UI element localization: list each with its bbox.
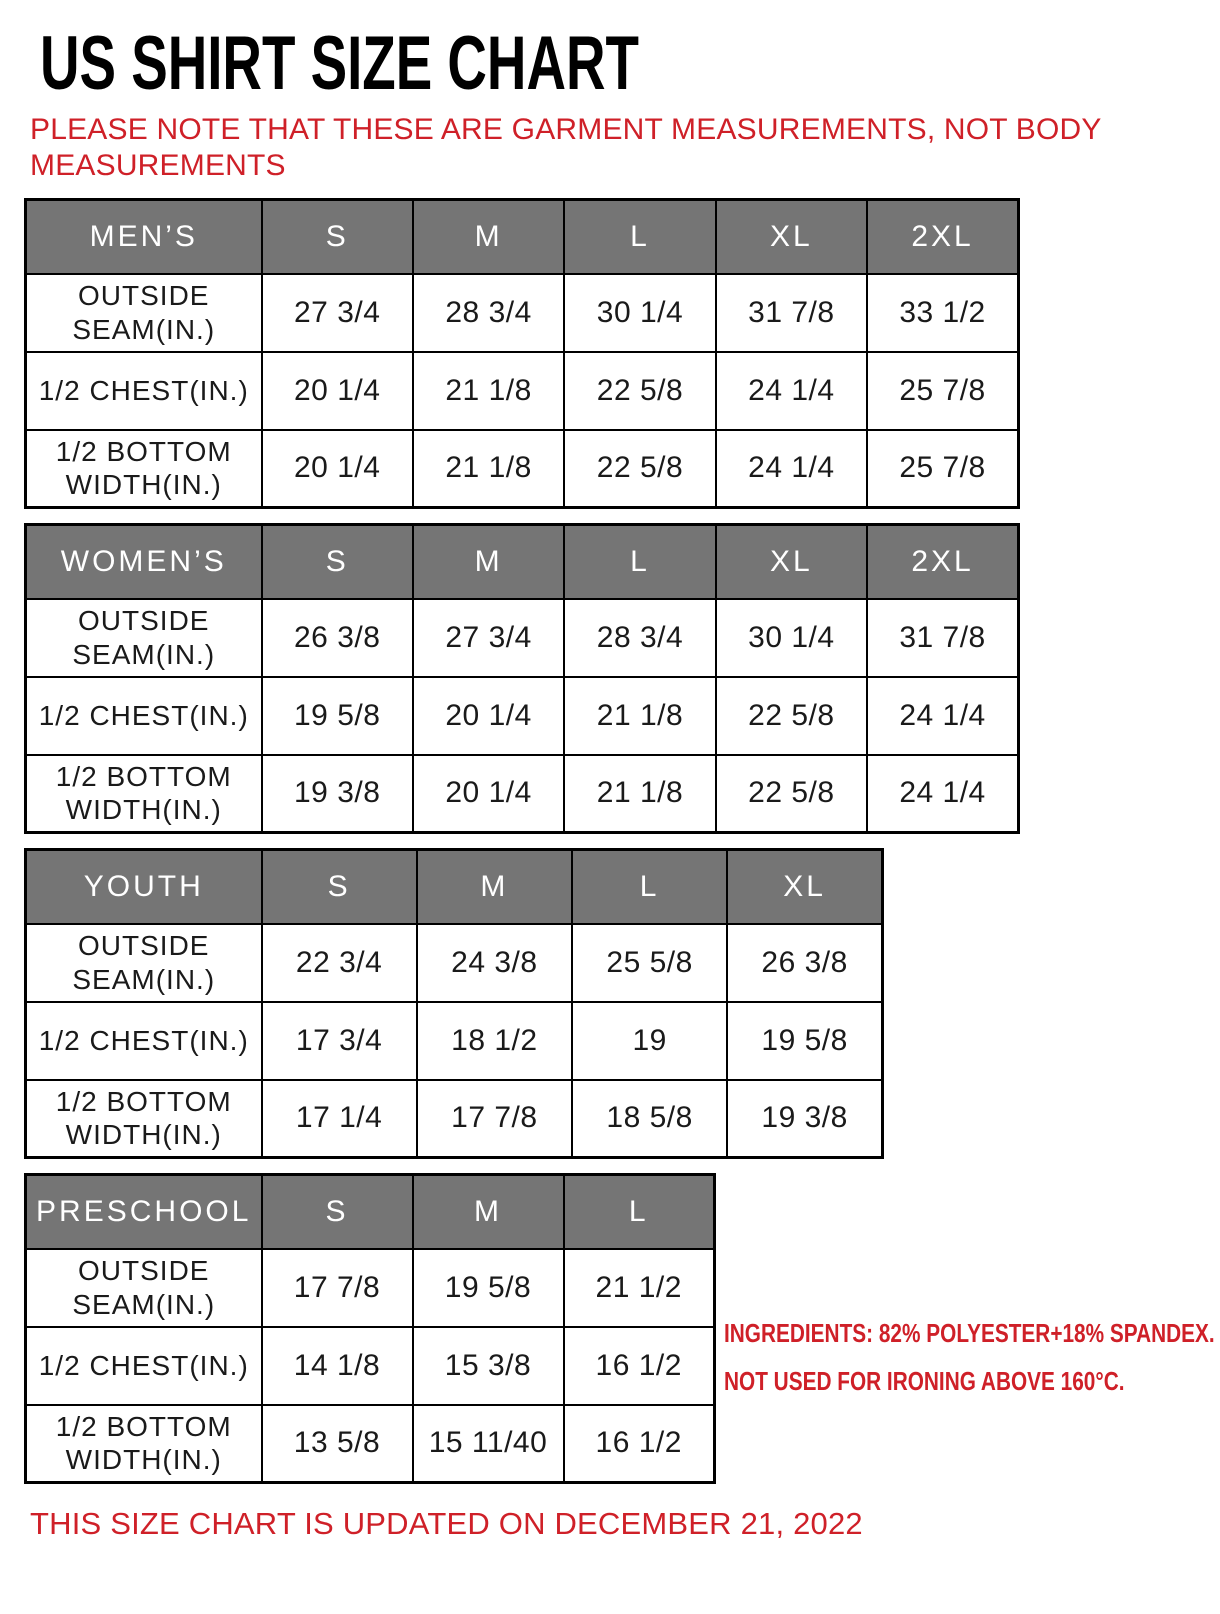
size-header-cell: S (262, 1175, 413, 1249)
row-label-cell: OUTSIDE SEAM(IN.) (26, 1249, 262, 1327)
value-cell: 17 7/8 (417, 1080, 572, 1158)
row-label-cell: 1/2 CHEST(IN.) (26, 677, 262, 755)
value-cell: 16 1/2 (564, 1327, 715, 1405)
measurement-row (26, 274, 1019, 352)
garment-measurement-note (30, 112, 1220, 184)
value-cell: 25 7/8 (867, 352, 1018, 430)
row-label-cell: 1/2 CHEST(IN.) (26, 1002, 262, 1080)
measurement-row (26, 677, 1019, 755)
size-header-cell: XL (727, 850, 882, 924)
size-header-cell: S (262, 200, 413, 274)
ingredients-line2: NOT USED FOR IRONING ABOVE 160°C. (724, 1366, 1125, 1396)
ingredients-line1: INGREDIENTS: 82% POLYESTER+18% SPANDEX. (724, 1318, 1215, 1348)
value-cell: 25 5/8 (572, 924, 727, 1002)
row-label-cell: 1/2 CHEST(IN.) (26, 1327, 262, 1405)
size-table-youth (24, 848, 884, 1159)
value-cell: 24 1/4 (716, 352, 867, 430)
value-cell: 30 1/4 (564, 274, 715, 352)
ingredients-note (724, 1309, 1215, 1405)
row-label-cell: 1/2 BOTTOM WIDTH(IN.) (26, 430, 262, 508)
value-cell: 27 3/4 (262, 274, 413, 352)
value-cell: 28 3/4 (564, 599, 715, 677)
value-cell: 19 5/8 (413, 1249, 564, 1327)
row-label-cell: 1/2 BOTTOM WIDTH(IN.) (26, 755, 262, 833)
size-header-cell: S (262, 525, 413, 599)
size-table-mens (24, 198, 1020, 509)
measurement-row (26, 430, 1019, 508)
value-cell: 17 1/4 (262, 1080, 417, 1158)
size-header-cell: M (417, 850, 572, 924)
value-cell: 24 1/4 (867, 677, 1018, 755)
value-cell: 31 7/8 (716, 274, 867, 352)
value-cell: 21 1/8 (564, 677, 715, 755)
measurement-row (26, 599, 1019, 677)
size-header-row (26, 850, 883, 924)
size-header-cell: L (564, 1175, 715, 1249)
value-cell: 26 3/8 (262, 599, 413, 677)
value-cell: 22 3/4 (262, 924, 417, 1002)
measurement-row (26, 352, 1019, 430)
value-cell: 13 5/8 (262, 1405, 413, 1483)
size-header-cell: L (572, 850, 727, 924)
size-header-cell: 2XL (867, 200, 1018, 274)
value-cell: 16 1/2 (564, 1405, 715, 1483)
measurement-row (26, 1405, 715, 1483)
updated-date-note: THIS SIZE CHART IS UPDATED ON DECEMBER 21, 2022 (30, 1506, 863, 1541)
page-title: US SHIRT SIZE CHART (40, 21, 639, 106)
row-label-cell: OUTSIDE SEAM(IN.) (26, 599, 262, 677)
size-table-preschool (24, 1173, 716, 1484)
value-cell: 15 3/8 (413, 1327, 564, 1405)
measurement-row (26, 1080, 883, 1158)
value-cell: 30 1/4 (716, 599, 867, 677)
size-header-cell: XL (716, 525, 867, 599)
row-label-cell: OUTSIDE SEAM(IN.) (26, 924, 262, 1002)
garment-measurement-note-line1: PLEASE NOTE THAT THESE ARE GARMENT MEASUREMENTS, NOT BODY (30, 113, 1102, 146)
value-cell: 19 (572, 1002, 727, 1080)
row-label-cell: 1/2 BOTTOM WIDTH(IN.) (26, 1080, 262, 1158)
value-cell: 21 1/8 (413, 430, 564, 508)
preschool-section (0, 1159, 1220, 1484)
size-header-row (26, 1175, 715, 1249)
value-cell: 17 7/8 (262, 1249, 413, 1327)
value-cell: 21 1/8 (564, 755, 715, 833)
value-cell: 22 5/8 (564, 430, 715, 508)
size-header-cell: L (564, 525, 715, 599)
value-cell: 21 1/8 (413, 352, 564, 430)
value-cell: 24 1/4 (867, 755, 1018, 833)
size-header-row (26, 525, 1019, 599)
group-header-cell: YOUTH (26, 850, 262, 924)
measurement-row (26, 1002, 883, 1080)
value-cell: 17 3/4 (262, 1002, 417, 1080)
group-header-cell: MEN’S (26, 200, 262, 274)
size-header-cell: S (262, 850, 417, 924)
value-cell: 33 1/2 (867, 274, 1018, 352)
measurement-row (26, 755, 1019, 833)
value-cell: 27 3/4 (413, 599, 564, 677)
size-header-cell: M (413, 1175, 564, 1249)
row-label-cell: 1/2 BOTTOM WIDTH(IN.) (26, 1405, 262, 1483)
value-cell: 19 3/8 (727, 1080, 882, 1158)
value-cell: 31 7/8 (867, 599, 1018, 677)
value-cell: 22 5/8 (716, 755, 867, 833)
value-cell: 26 3/8 (727, 924, 882, 1002)
value-cell: 22 5/8 (716, 677, 867, 755)
value-cell: 20 1/4 (413, 755, 564, 833)
value-cell: 18 5/8 (572, 1080, 727, 1158)
value-cell: 25 7/8 (867, 430, 1018, 508)
measurement-row (26, 1327, 715, 1405)
group-header-cell: WOMEN’S (26, 525, 262, 599)
size-header-cell: XL (716, 200, 867, 274)
value-cell: 20 1/4 (413, 677, 564, 755)
value-cell: 28 3/4 (413, 274, 564, 352)
size-header-row (26, 200, 1019, 274)
value-cell: 22 5/8 (564, 352, 715, 430)
size-header-cell: 2XL (867, 525, 1018, 599)
measurement-row (26, 1249, 715, 1327)
value-cell: 19 5/8 (727, 1002, 882, 1080)
size-header-cell: M (413, 525, 564, 599)
value-cell: 19 5/8 (262, 677, 413, 755)
value-cell: 20 1/4 (262, 352, 413, 430)
value-cell: 20 1/4 (262, 430, 413, 508)
group-header-cell: PRESCHOOL (26, 1175, 262, 1249)
value-cell: 18 1/2 (417, 1002, 572, 1080)
measurement-row (26, 924, 883, 1002)
row-label-cell: OUTSIDE SEAM(IN.) (26, 274, 262, 352)
row-label-cell: 1/2 CHEST(IN.) (26, 352, 262, 430)
value-cell: 14 1/8 (262, 1327, 413, 1405)
size-table-womens (24, 523, 1020, 834)
size-header-cell: M (413, 200, 564, 274)
garment-measurement-note-line2: MEASUREMENTS (30, 149, 286, 182)
value-cell: 21 1/2 (564, 1249, 715, 1327)
value-cell: 24 3/8 (417, 924, 572, 1002)
value-cell: 15 11/40 (413, 1405, 564, 1483)
size-header-cell: L (564, 200, 715, 274)
value-cell: 24 1/4 (716, 430, 867, 508)
value-cell: 19 3/8 (262, 755, 413, 833)
